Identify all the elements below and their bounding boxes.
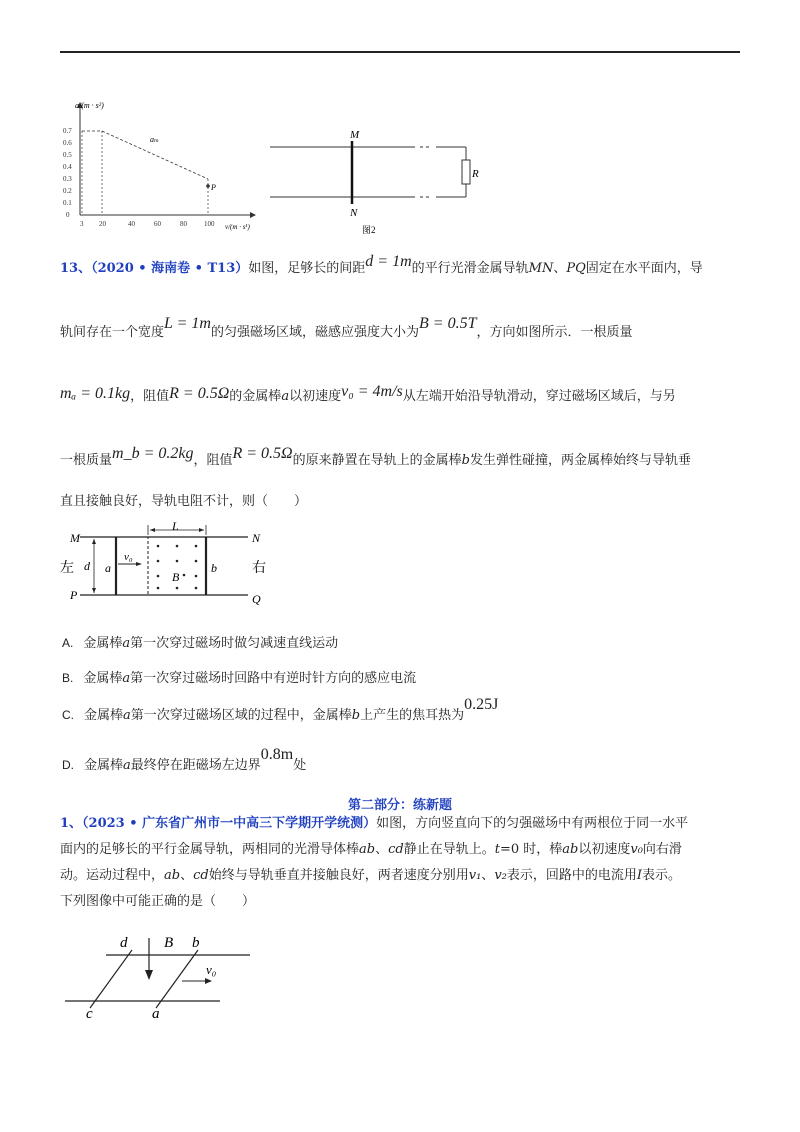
right-label: 右	[252, 561, 266, 576]
x-tick: 80	[180, 220, 187, 228]
field-label: B	[164, 935, 174, 951]
bar-b-label: b	[211, 561, 217, 575]
velocity-label: v₀	[124, 551, 133, 563]
option-c[interactable]: C. 金属棒a第一次穿过磁场区域的过程中，金属棒b上产生的焦耳热为0.25J	[62, 696, 499, 723]
math-expr: R = 0.5Ω	[169, 385, 230, 402]
velocity-label: v₀	[206, 962, 217, 977]
rail-label-n: N	[252, 531, 261, 545]
q13-line-3: mₐ = 0.1kg，阻值R = 0.5Ω的金属棒a以初速度v₀ = 4m/s从左端开始沿导轨滑动，穿过磁场区域后，与另	[60, 383, 676, 404]
curve-label: aₘ	[150, 135, 159, 144]
math-expr: R = 0.5Ω	[232, 445, 293, 462]
point-label: P	[211, 183, 216, 192]
bar-a-label: a	[105, 561, 111, 575]
bar-label-m: M	[350, 129, 360, 141]
bar-label-n: N	[350, 207, 358, 219]
math-expr: B = 0.5T	[419, 315, 477, 332]
q1-line-1: 1、（2023 • 广东省广州市一中高三下学期开学统测）如图，方向竖直向下的匀强磁场中有两根位于同一水平	[60, 816, 689, 831]
q1-line-4: 下列图像中可能正确的是（ ）	[60, 894, 256, 909]
q13-line-2: 轨间存在一个宽度L = 1m的匀强磁场区域，磁感应强度大小为B = 0.5T，方向如图所示．一根质量	[60, 315, 633, 340]
x-tick: 60	[154, 220, 161, 228]
y-tick: 0.2	[63, 187, 72, 195]
question-number: 1、	[60, 816, 83, 831]
x-tick: 40	[128, 220, 135, 228]
rail-label-p: P	[70, 588, 78, 602]
magnetic-field-rails-figure	[58, 520, 278, 610]
rail-label-q: Q	[252, 592, 261, 606]
left-label: 左	[60, 561, 74, 576]
header-rule	[60, 51, 740, 53]
option-a[interactable]: A. 金属棒a第一次穿过磁场时做匀减速直线运动	[62, 636, 339, 651]
math-expr: 0.8m	[260, 746, 294, 763]
x-tick-labels	[80, 220, 215, 228]
rod-label-b: b	[192, 935, 200, 951]
x-tick: 100	[204, 220, 215, 228]
x-tick: 20	[99, 220, 106, 228]
math-expr: m_b = 0.2kg	[112, 445, 194, 462]
q1-line-3: 动。运动过程中，ab、cd始终与导轨垂直并接触良好，两者速度分别用v₁、v₂表示，回路中的电流用I表示。	[60, 868, 682, 883]
y-tick: 0.4	[63, 163, 72, 171]
figure-caption: 图2	[362, 225, 376, 235]
option-d[interactable]: D. 金属棒a最终停在距磁场左边界0.8m处	[62, 746, 307, 773]
math-expr: v₀ = 4m/s	[341, 383, 403, 400]
width-label: L	[172, 520, 179, 533]
option-b[interactable]: B. 金属棒a第一次穿过磁场时回路中有逆时针方向的感应电流	[62, 671, 417, 686]
q13-line-1: 13、（2020 • 海南卷 • T13）如图，足够长的间距d = 1m的平行光滑金属导轨MN、PQ固定在水平面内，导	[60, 253, 703, 276]
x-tick: 3	[80, 220, 84, 228]
y-tick: 0.6	[63, 139, 72, 147]
rod-label-a: a	[152, 1006, 160, 1020]
section-title: 第二部分：练新题	[347, 798, 452, 813]
q13-line-5: 直且接触良好，导轨电阻不计，则（ ）	[60, 494, 308, 509]
q13-line-4: 一根质量m_b = 0.2kg，阻值R = 0.5Ω的原来静置在导轨上的金属棒b发生弹性碰撞，两金属棒始终与导轨垂	[60, 445, 691, 468]
rail-label-m: M	[70, 531, 80, 545]
math-expr: 0.25J	[464, 696, 499, 713]
math-expr: L = 1m	[164, 315, 211, 332]
resistor-label: R	[472, 168, 479, 180]
acceleration-velocity-graph	[60, 100, 260, 235]
question-number: 13、	[60, 261, 92, 276]
rod-label-c: c	[86, 1006, 93, 1020]
y-tick: 0.1	[63, 199, 72, 207]
x-axis-label: v/(m · s¹)	[225, 223, 250, 231]
math-expr: d = 1m	[365, 253, 412, 270]
field-label: B	[172, 570, 180, 584]
q1-line-2: 面内的足够长的平行金属导轨，两相同的光滑导体棒ab、cd静止在导轨上。t=0 时，棒ab以初速度v₀向右滑	[60, 842, 682, 857]
y-tick: 0.7	[63, 127, 72, 135]
rails-resistor-figure	[270, 125, 480, 240]
y-tick: 0	[66, 211, 70, 219]
y-tick-labels	[63, 127, 72, 219]
y-axis-label: a/(m · s²)	[75, 101, 104, 110]
question-source: （2020 • 海南卷 • T13）	[91, 261, 249, 276]
two-bars-rails-figure	[60, 930, 260, 1020]
y-tick: 0.3	[63, 175, 72, 183]
rod-label-d: d	[120, 935, 128, 951]
y-tick: 0.5	[63, 151, 72, 159]
gap-label: d	[84, 559, 90, 573]
math-expr: mₐ = 0.1kg	[60, 385, 131, 402]
question-source: （2023 • 广东省广州市一中高三下学期开学统测）	[82, 816, 377, 831]
